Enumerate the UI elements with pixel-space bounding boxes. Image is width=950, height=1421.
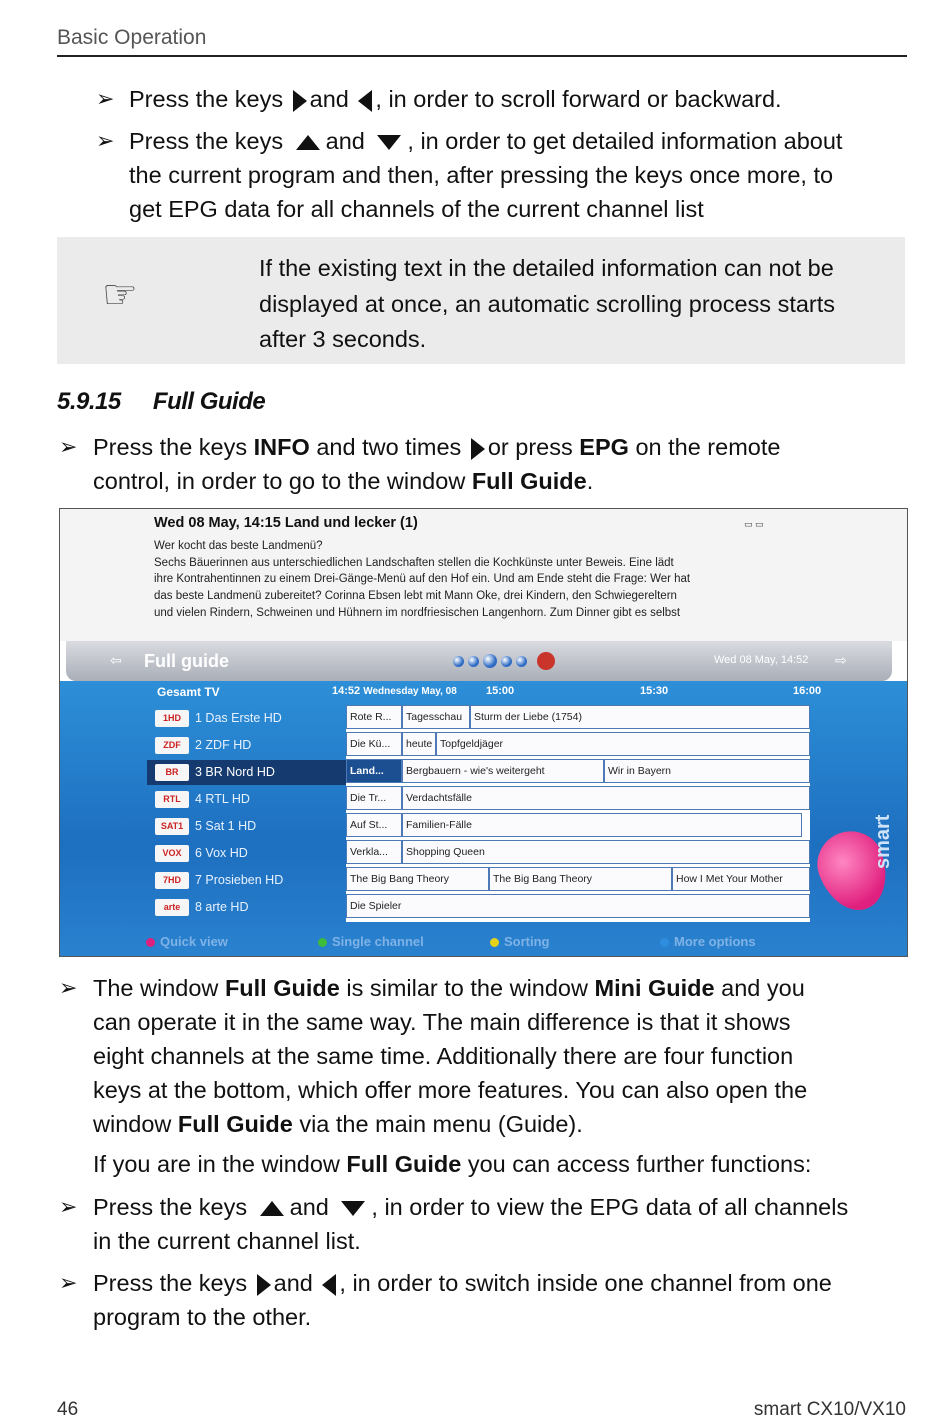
- body-paragraph-1: The window Full Guide is similar to the window Mini Guide and you can operate it in the same way. The main difference is that it shows eight channels at the same time. Additionally there are four function keys at the bottom, which offer more features. You can also open the window Full Guide via the main menu (Guide).: [93, 975, 808, 1137]
- body-bullet-3: Press the keys and , in order to view the EPG data of all channels in the current channel list.: [93, 1194, 849, 1254]
- program-cell[interactable]: Verkla...: [346, 840, 402, 864]
- channel-logo-icon: SAT1: [155, 818, 189, 835]
- channel-row[interactable]: VOX 6 Vox HD: [147, 841, 347, 866]
- channel-row[interactable]: SAT1 5 Sat 1 HD: [147, 814, 347, 839]
- guide-title: Full guide: [144, 651, 229, 671]
- program-cell[interactable]: Familien-Fälle: [402, 813, 802, 837]
- channel-list-name: Gesamt TV: [157, 685, 220, 699]
- channel-logo-icon: 7HD: [155, 872, 189, 889]
- pointing-hand-icon: ☞: [102, 273, 138, 317]
- program-cell[interactable]: Sturm der Liebe (1754): [470, 705, 810, 729]
- right-key-icon: [471, 438, 485, 460]
- bullet-arrow-icon: ➢: [59, 434, 78, 459]
- red-dot-icon: [146, 938, 155, 947]
- note-text: If the existing text in the detailed information can not be displayed at once, an automatic scrolling process starts after 3 seconds.: [259, 255, 836, 352]
- red-function-key[interactable]: Quick view: [146, 934, 228, 949]
- program-info-line: das beste Landmenü zubereitet? Corinna Ebsen lebt mit Mann Oke, drei Kindern, den Schwiegereltern: [154, 590, 677, 602]
- page-number: 46: [57, 1399, 79, 1420]
- program-info-title: Wed 08 May, 14:15 Land und lecker (1): [154, 515, 418, 531]
- time-label: 15:30: [640, 685, 669, 697]
- program-cell[interactable]: heute: [402, 732, 436, 756]
- channel-logo-icon: ZDF: [155, 737, 189, 754]
- program-cell[interactable]: Rote R...: [346, 705, 402, 729]
- full-guide-screenshot: [59, 508, 908, 957]
- down-key-icon: [341, 1201, 365, 1216]
- intro-bullet-1: Press the keys and , in order to scroll forward or backward.: [129, 86, 782, 112]
- intro-bullet-2: Press the keys and , in order to get detailed information about the current program and then, after pressing the keys once more, to get EPG data for all channels of the current channel list: [129, 128, 843, 222]
- program-cell[interactable]: Die Tr...: [346, 786, 402, 810]
- program-cell[interactable]: Wir in Bayern: [604, 759, 810, 783]
- program-cell[interactable]: Bergbauern - wie's weitergeht: [402, 759, 604, 783]
- section-number: 5.9.15: [57, 388, 121, 415]
- program-info-line: Sechs Bäuerinnen aus unterschiedlichen Landschaften stellen die Kochkünste unter Beweis. Eine lädt: [154, 557, 674, 569]
- brand-logo: smart: [872, 814, 894, 869]
- program-cell[interactable]: Tagesschau: [402, 705, 470, 729]
- channel-row[interactable]: 7HD 7 Prosieben HD: [147, 868, 347, 893]
- channel-row[interactable]: arte 8 arte HD: [147, 895, 347, 920]
- body-paragraph-2: If you are in the window Full Guide you can access further functions:: [93, 1151, 812, 1177]
- channel-logo-icon: RTL: [155, 791, 189, 808]
- program-cell-selected[interactable]: Land...: [346, 759, 402, 783]
- step-bullet: Press the keys INFO and two times or press EPG on the remote control, in order to go to the window Full Guide.: [93, 434, 781, 494]
- down-key-icon: [377, 135, 401, 150]
- format-icons: ▭ ▭: [744, 519, 764, 529]
- green-dot-icon: [318, 938, 327, 947]
- section-title: Full Guide: [152, 388, 266, 415]
- bullet-arrow-icon: ➢: [59, 1270, 78, 1295]
- program-info-line: ihre Kontrahentinnen zu einem Drei-Gänge-Menü auf den Hof ein. Und am Ende steht die Frage: Wer hat: [154, 573, 691, 585]
- yellow-dot-icon: [490, 938, 499, 947]
- blue-function-key[interactable]: More options: [660, 934, 756, 949]
- right-key-icon: [293, 90, 307, 112]
- program-cell[interactable]: The Big Bang Theory: [489, 867, 672, 891]
- right-key-icon: [257, 1274, 271, 1296]
- program-cell[interactable]: Die Kü...: [346, 732, 402, 756]
- program-cell[interactable]: Shopping Queen: [402, 840, 810, 864]
- bullet-arrow-icon: ➢: [59, 1194, 78, 1219]
- section-heading: [57, 388, 265, 416]
- program-info-line: und vielen Rindern, Schweinen und Hühnern im nordfriesischen Langenhorn. Zum Dinner gibt es selbst: [154, 607, 681, 619]
- up-key-icon: [260, 1201, 284, 1216]
- running-header: Basic Operation: [57, 26, 207, 49]
- left-key-icon: [322, 1274, 336, 1296]
- body-bullet-4: Press the keys and , in order to switch inside one channel from one program to the other.: [93, 1270, 832, 1330]
- device-model: smart CX10/VX10: [753, 1399, 906, 1420]
- time-label: 15:00: [486, 685, 515, 697]
- channel-logo-icon: arte: [155, 899, 189, 916]
- time-label: 16:00: [793, 685, 822, 697]
- bullet-arrow-icon: ➢: [96, 128, 115, 153]
- bullet-arrow-icon: ➢: [96, 86, 115, 111]
- green-function-key[interactable]: Single channel: [318, 934, 424, 949]
- channel-logo-icon: 1HD: [155, 710, 189, 727]
- page-dot-icon: [501, 656, 512, 667]
- program-info-line: Wer kocht das beste Landmenü?: [154, 540, 323, 552]
- up-key-icon: [296, 135, 320, 150]
- left-key-icon: [358, 90, 372, 112]
- current-time: 14:52 Wednesday May, 08: [332, 685, 457, 697]
- page-dot-icon: [483, 654, 497, 668]
- page-dot-icon: [468, 656, 479, 667]
- channel-row[interactable]: 1HD 1 Das Erste HD: [147, 706, 347, 731]
- program-cell[interactable]: Die Spieler: [346, 894, 810, 918]
- page-indicator: [453, 652, 555, 670]
- channel-row-selected[interactable]: BR 3 BR Nord HD: [147, 760, 347, 785]
- guide-date: Wed 08 May, 14:52: [714, 654, 809, 666]
- channel-logo-icon: VOX: [155, 845, 189, 862]
- forward-arrow-icon[interactable]: ⇨: [835, 652, 847, 668]
- bullet-arrow-icon: ➢: [59, 975, 78, 1000]
- back-arrow-icon[interactable]: ⇦: [110, 652, 122, 668]
- yellow-function-key[interactable]: Sorting: [490, 934, 550, 949]
- provider-logo-icon: [537, 652, 555, 670]
- program-cell[interactable]: Auf St...: [346, 813, 402, 837]
- page-dot-icon: [516, 656, 527, 667]
- program-cell[interactable]: Verdachtsfälle: [402, 786, 810, 810]
- channel-row[interactable]: ZDF 2 ZDF HD: [147, 733, 347, 758]
- program-cell[interactable]: Topfgeldjäger: [436, 732, 810, 756]
- program-cell[interactable]: The Big Bang Theory: [346, 867, 489, 891]
- header-divider: [57, 55, 907, 57]
- channel-row[interactable]: RTL 4 RTL HD: [147, 787, 347, 812]
- blue-dot-icon: [660, 938, 669, 947]
- channel-logo-icon: BR: [155, 764, 189, 781]
- program-cell[interactable]: How I Met Your Mother: [672, 867, 810, 891]
- page-dot-icon: [453, 656, 464, 667]
- function-key-bar: [60, 927, 907, 956]
